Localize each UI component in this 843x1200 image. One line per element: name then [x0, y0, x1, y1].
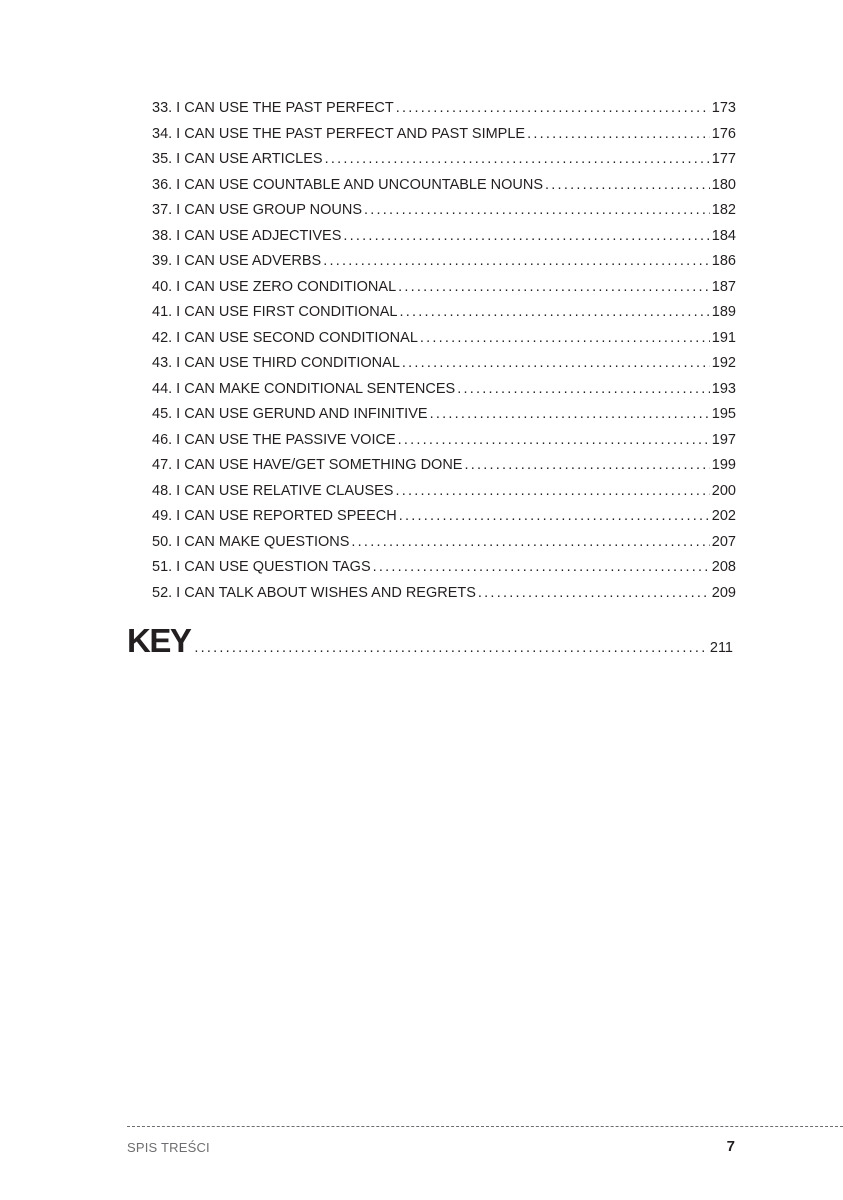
dot-leader [478, 585, 710, 601]
dot-leader [395, 483, 709, 499]
toc-entry-label: 41. I CAN USE FIRST CONDITIONAL [152, 304, 398, 320]
toc-entry-label: 37. I CAN USE GROUP NOUNS [152, 202, 363, 218]
toc-entry-label: 50. I CAN MAKE QUESTIONS [152, 533, 350, 550]
dot-leader [420, 330, 710, 346]
toc-entry-page-number: 193 [711, 380, 736, 397]
toc-entry[interactable] [152, 508, 736, 534]
toc-entry-page-number: 176 [711, 125, 736, 142]
dot-leader [402, 355, 710, 371]
key-page-number: 211 [709, 640, 733, 656]
toc-entry[interactable] [152, 126, 736, 152]
toc-entry-label: 49. I CAN USE REPORTED SPEECH [152, 508, 397, 524]
toc-entry-page-number: 208 [711, 559, 736, 575]
dot-leader [396, 100, 710, 116]
dot-leader [430, 406, 710, 422]
toc-entry-label: 46. I CAN USE THE PASSIVE VOICE [152, 431, 396, 448]
toc-entry-page-number: 184 [711, 227, 736, 244]
toc-entry[interactable] [152, 151, 736, 177]
toc-entry[interactable] [152, 432, 736, 458]
toc-entry[interactable] [152, 559, 736, 585]
toc-entry-label: 40. I CAN USE ZERO CONDITIONAL [152, 278, 397, 295]
toc-entry[interactable] [152, 330, 736, 356]
toc-entry-page-number: 200 [711, 482, 736, 499]
toc-entry-page-number: 207 [711, 533, 736, 550]
footer-section-title: SPIS TREŚCI [127, 1140, 210, 1155]
toc-entry-page-number: 187 [711, 278, 736, 295]
dot-leader [325, 151, 710, 167]
toc-entry-label: 43. I CAN USE THIRD CONDITIONAL [152, 355, 400, 371]
toc-entry-page-number: 177 [711, 151, 736, 167]
dot-leader [364, 202, 710, 218]
toc-entry-label: 51. I CAN USE QUESTION TAGS [152, 559, 371, 575]
toc-entry[interactable] [152, 355, 736, 381]
dot-leader [351, 534, 709, 550]
dot-leader [323, 253, 710, 269]
toc-entry[interactable] [152, 228, 736, 254]
footer-divider [127, 1126, 843, 1127]
toc-entry[interactable] [152, 100, 736, 126]
toc-entry[interactable] [152, 253, 736, 279]
toc-entry-label: 42. I CAN USE SECOND CONDITIONAL [152, 329, 418, 346]
toc-entry-label: 36. I CAN USE COUNTABLE AND UNCOUNTABLE NOUNS [152, 176, 544, 193]
toc-entry[interactable] [152, 457, 736, 483]
toc-entry-label: 34. I CAN USE THE PAST PERFECT AND PAST SIMPLE [152, 125, 526, 142]
toc-entry[interactable] [152, 381, 736, 407]
toc-entry-page-number: 202 [711, 508, 736, 524]
key-entry[interactable] [127, 622, 733, 660]
toc-entry-label: 47. I CAN USE HAVE/GET SOMETHING DONE [152, 457, 463, 473]
toc-entry[interactable] [152, 304, 736, 330]
key-label: KEY [127, 622, 191, 659]
toc-entry-page-number: 173 [711, 100, 736, 116]
toc-entry-page-number: 182 [711, 202, 736, 218]
toc-entry-page-number: 199 [711, 457, 736, 473]
dot-leader [457, 381, 710, 397]
toc-entry-page-number: 186 [711, 253, 736, 269]
dot-leader [399, 304, 709, 320]
toc-entry[interactable] [152, 279, 736, 305]
toc-entry-page-number: 191 [711, 329, 736, 346]
toc-entry-page-number: 189 [711, 304, 736, 320]
toc-entry-page-number: 197 [711, 431, 736, 448]
dot-leader [343, 228, 709, 244]
toc-entry-label: 39. I CAN USE ADVERBS [152, 253, 322, 269]
footer-page-number: 7 [726, 1138, 735, 1155]
toc-entry-page-number: 209 [711, 584, 736, 601]
toc-entry-label: 35. I CAN USE ARTICLES [152, 151, 323, 167]
toc-entry-label: 33. I CAN USE THE PAST PERFECT [152, 100, 394, 116]
toc-entry-page-number: 195 [711, 406, 736, 422]
toc-entry-label: 44. I CAN MAKE CONDITIONAL SENTENCES [152, 380, 456, 397]
toc-entry[interactable] [152, 177, 736, 203]
dot-leader [398, 279, 710, 295]
dot-leader [464, 457, 709, 473]
toc-entry-label: 48. I CAN USE RELATIVE CLAUSES [152, 482, 394, 499]
toc-entry-page-number: 180 [711, 176, 736, 193]
dot-leader [399, 508, 710, 524]
toc-entry-label: 52. I CAN TALK ABOUT WISHES AND REGRETS [152, 584, 476, 601]
toc-entry[interactable] [152, 585, 736, 611]
dot-leader [545, 177, 710, 193]
toc-entry-label: 38. I CAN USE ADJECTIVES [152, 227, 342, 244]
table-of-contents [152, 100, 736, 610]
dot-leader [194, 640, 706, 656]
toc-entry[interactable] [152, 483, 736, 509]
toc-entry-label: 45. I CAN USE GERUND AND INFINITIVE [152, 406, 428, 422]
toc-entry[interactable] [152, 534, 736, 560]
toc-entry[interactable] [152, 202, 736, 228]
dot-leader [373, 559, 710, 575]
dot-leader [527, 126, 710, 142]
dot-leader [398, 432, 710, 448]
toc-entry-page-number: 192 [711, 355, 736, 371]
toc-entry[interactable] [152, 406, 736, 432]
